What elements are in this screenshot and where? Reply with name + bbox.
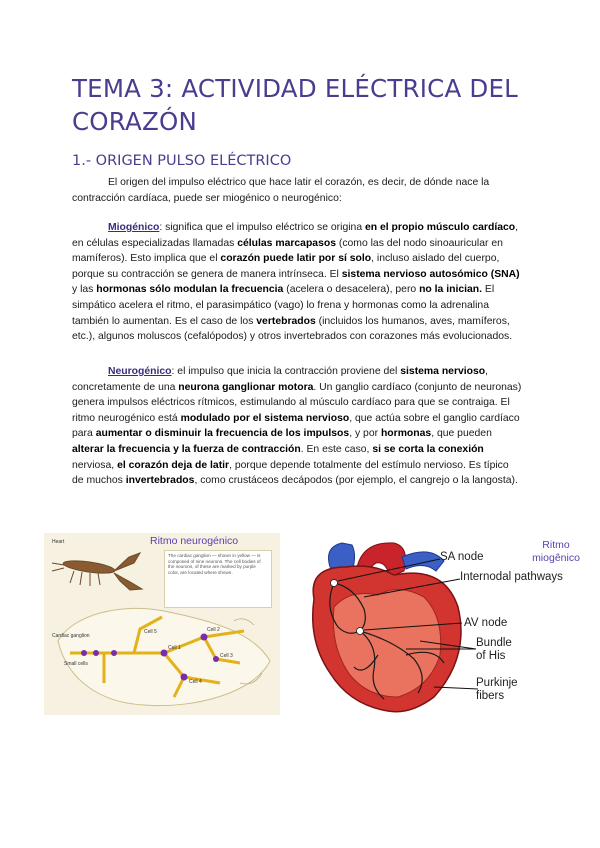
label-sa-node: SA node xyxy=(440,551,484,563)
label-av-node: AV node xyxy=(464,617,508,629)
page-title: TEMA 3: ACTIVIDAD ELÉCTRICA DEL CORAZÓN xyxy=(72,74,519,136)
section-heading: 1.- ORIGEN PULSO ELÉCTRICO xyxy=(72,153,292,169)
neurogenic-paragraph: Neurogénico: el impulso que inicia la contracción proviene del sistema nervioso, concretamente de una neurona ganglionar motora. Un ganglio cardíaco (conjunto de neuronas) genera impulsos eléctricos rítmicos, estimulando al músculo cardíaco para que se contraiga. El ritmo neurogénico está modulado por el sistema nervioso, que actúa sobre el ganglio cardíaco para aumentar o disminuir la frecuencia de los impulsos, y por hormonas, que pueden alterar la frecuencia y la fuerza de contracción. En este caso, si se corta la conexión nerviosa, el corazón deja de latir, porque depende totalmente del estímulo nervioso. Es típico de muchos invertebrados, como crustáceos decápodos (por ejemplo, el cangrejo o la langosta). xyxy=(72,366,522,487)
label-purkinje-fibers: Purkinje fibers xyxy=(476,677,518,702)
label-small-cells: Small cells xyxy=(64,661,88,667)
myogenic-paragraph: Miogénico: significa que el impulso eléctrico se origina en el propio músculo cardíaco, en células especializadas llamadas células marcapasos (como las del nodo sinoauricular en mamíferos). Esto implica que el corazón puede latir por sí solo, incluso aislado del cuerpo, porque su contracción se genera de manera intrínseca. El sistema nervioso autosómico (SNA) y las hormonas sólo modulan la frecuencia (acelera o desacelera), pero no la inician. El simpático acelera el ritmo, el parasimpático (vago) lo frena y hormonas como la adrenalina también lo aumentan. Es el caso de los vertebrados (incluidos los humanos, aves, mamíferos, etc.), algunos moluscos (cefalópodos) y otros invertebrados con corazones más evolucionados. xyxy=(72,222,520,343)
label-cardiac-ganglion: Cardiac ganglion xyxy=(52,633,90,639)
label-internodal-pathways: Internodal pathways xyxy=(460,571,563,583)
intro-paragraph: El origen del impulso eléctrico que hace latir el corazón, es decir, de dónde nace la contracción cardíaca, puede ser miogénico o neurogénico: xyxy=(72,177,490,204)
myogenic-figure xyxy=(294,537,590,717)
neurogenic-figure xyxy=(44,533,280,715)
label-cell-5: Cell 5 xyxy=(144,629,157,635)
label-bundle-of-his: Bundle of His xyxy=(476,637,512,662)
label-heart: Heart xyxy=(52,539,65,545)
myogenic-caption: Ritmo miogênico xyxy=(532,539,580,564)
av-node xyxy=(357,628,364,635)
ganglion-info-box: The cardiac ganglion — shown in yellow — is composed of nine neurons. The cell bodies of the neurons, of these are marked by purple color, are located where shown. xyxy=(164,550,272,608)
sa-node xyxy=(331,580,338,587)
heart-outline xyxy=(58,608,270,705)
label-cell-2: Cell 2 xyxy=(207,627,220,633)
lobster-sketch xyxy=(52,553,142,590)
myogenic-term: Miogénico xyxy=(108,222,160,233)
neurogenic-term: Neurogénico xyxy=(108,366,172,377)
label-cell-4: Cell 4 xyxy=(189,679,202,685)
neurogenic-caption: Ritmo neurogénico xyxy=(150,535,239,547)
label-cell-1: Cell 1 xyxy=(168,645,181,651)
label-cell-3: Cell 3 xyxy=(220,653,233,659)
